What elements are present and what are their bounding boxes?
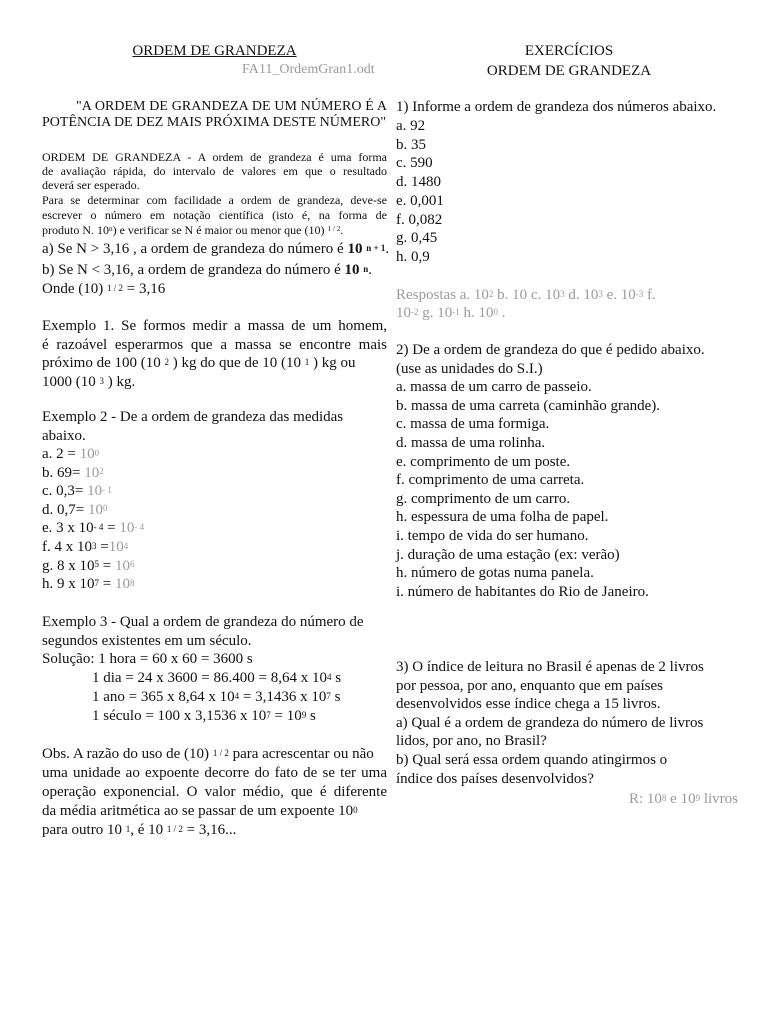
answer-text: d. 10 bbox=[564, 287, 599, 303]
item-question: d. 0,7= bbox=[42, 501, 88, 518]
item-answer-exponent: - 1 bbox=[102, 484, 112, 495]
item-equals: = bbox=[99, 557, 115, 574]
definition-line: produto N. 10$^n$) e verificar se N é maior ou menor que (10) $^{1 / 2}$. bbox=[42, 223, 344, 237]
question-3-line: desenvolvidos esse índice chega a 15 livros. bbox=[396, 696, 661, 713]
quote-line-2: POTÊNCIA DE DEZ MAIS PRÓXIMA DESTE NÚMERO" bbox=[42, 115, 387, 130]
filename-watermark: FA11_OrdemGran1.odt bbox=[242, 62, 375, 77]
answers-line-1 bbox=[396, 286, 656, 305]
item-question: h. 9 x 10 bbox=[42, 576, 95, 593]
question-1-item: e. 0,001 bbox=[396, 192, 444, 209]
example-2-item bbox=[42, 519, 144, 538]
question-3-answer: R: $10^8$ e $10^9$ livros bbox=[628, 791, 738, 807]
definition-line: deverá ser esperado. bbox=[42, 178, 140, 192]
exercises-subtitle: ORDEM DE GRANDEZA bbox=[486, 63, 652, 79]
definition-line: de avaliação rápida, do intervalo de valores em que o resultado bbox=[42, 164, 387, 178]
item-answer-exponent: - 4 bbox=[134, 522, 145, 533]
item-exponent: 5 bbox=[94, 559, 99, 570]
item-question: e. 3 x 10 bbox=[42, 520, 94, 537]
page-title: ORDEM DE GRANDEZA bbox=[132, 43, 297, 59]
item-question: a. 2 = bbox=[42, 446, 80, 462]
item-answer-exponent: 6 bbox=[129, 559, 135, 570]
solution-line: 1 ano = 365 x 8,64 x $10^4 = 3,1436$ x $10^7$ s bbox=[92, 689, 341, 705]
answer-exponent: 0 bbox=[493, 306, 498, 317]
question-2-header: 2) De a ordem de grandeza do que é pedido abaixo. bbox=[396, 342, 705, 358]
item-answer: 10 bbox=[87, 483, 103, 500]
question-2-item: f. comprimento de uma carreta. bbox=[396, 472, 585, 489]
exercises-title: EXERCÍCIOS bbox=[524, 43, 614, 59]
item-question: f. 4 x 10 bbox=[42, 539, 92, 555]
item-answer-exponent: 0 bbox=[94, 447, 100, 458]
answer-text: . bbox=[498, 305, 506, 321]
example-2-item bbox=[42, 445, 99, 464]
example-3-subtitle: segundos existentes em um século. bbox=[42, 633, 252, 649]
question-1-item: a. 92 bbox=[396, 118, 426, 134]
obs-line: operação exponencial. O valor médio, que é diferente bbox=[42, 784, 387, 800]
item-answer: 10 bbox=[119, 520, 135, 537]
item-question: b. 69= bbox=[42, 464, 85, 481]
item-exponent: 3 bbox=[92, 540, 97, 551]
example-2-item bbox=[42, 501, 107, 520]
example-1-line: Exemplo 1. Se formos medir a massa de um homem, bbox=[42, 318, 387, 334]
question-3-line: por pessoa, por ano, enquanto que em países bbox=[396, 677, 664, 694]
question-2-item: h. espessura de uma folha de papel. bbox=[396, 509, 609, 526]
obs-line: Obs. A razão do uso de (10) $^{1 / 2}$ para acrescentar ou não bbox=[42, 746, 374, 762]
item-answer: 10 bbox=[79, 446, 95, 462]
item-exponent: 7 bbox=[94, 577, 99, 588]
example-1-line: 1000 (10 $^3$ ) kg. bbox=[42, 374, 136, 390]
quote-line-1: "A ORDEM DE GRANDEZA DE UM NÚMERO É A bbox=[76, 99, 387, 114]
rule-b: b) Se N < 3,16, a ordem de grandeza do número é 10 $^n$. bbox=[42, 262, 373, 278]
item-answer-exponent: 0 bbox=[102, 503, 108, 514]
answer-exponent: 2 bbox=[488, 288, 494, 299]
example-2-item bbox=[42, 557, 134, 576]
onde-line: Onde (10) $^{1 / 2}$ = 3,16 bbox=[42, 281, 166, 297]
item-equals: = bbox=[96, 539, 109, 555]
answer-exponent: 3 bbox=[598, 288, 603, 299]
answer-exponent: -3 bbox=[635, 288, 644, 299]
question-2-item: c. massa de uma formiga. bbox=[396, 416, 550, 433]
item-answer: 10 bbox=[108, 539, 124, 555]
item-exponent: - 4 bbox=[93, 522, 104, 533]
item-equals: = bbox=[99, 576, 115, 593]
question-1-item: d. 1480 bbox=[396, 174, 441, 191]
answer-exponent: -2 bbox=[411, 306, 419, 317]
item-answer: 10 bbox=[87, 501, 103, 518]
example-2-subtitle: abaixo. bbox=[42, 428, 86, 444]
question-2-header: (use as unidades do S.I.) bbox=[396, 360, 543, 377]
question-2-item: e. comprimento de um poste. bbox=[396, 453, 571, 470]
question-1-item: f. 0,082 bbox=[396, 211, 443, 228]
question-3-line: a) Qual é a ordem de grandeza do número de livros bbox=[396, 714, 704, 731]
obs-line: da média aritmética ao se passar de um expoente $10^0$ bbox=[42, 803, 358, 819]
question-3-line: índice dos países desenvolvidos? bbox=[396, 770, 594, 787]
answer-text: e. 10 bbox=[602, 287, 636, 303]
example-2-item bbox=[42, 482, 112, 501]
answer-text: 10 bbox=[396, 305, 411, 321]
question-3-line: lidos, por ano, no Brasil? bbox=[396, 733, 547, 750]
question-2-item: a. massa de um carro de passeio. bbox=[396, 379, 592, 396]
question-2-item: h. número de gotas numa panela. bbox=[396, 565, 594, 582]
example-1-line: próximo de 100 (10 $^2$ ) kg do que de 10 (10 $^1$ ) kg ou bbox=[42, 355, 356, 371]
answer-text: Respostas a. 10 bbox=[396, 287, 489, 303]
definition-line: ORDEM DE GRANDEZA - A ordem de grandeza é uma forma bbox=[42, 150, 387, 164]
definition-line: Para se determinar com facilidade a ordem de grandeza, deve-se bbox=[42, 193, 387, 207]
question-2-item: j. duração de uma estação (ex: verão) bbox=[396, 546, 620, 563]
item-answer-exponent: 8 bbox=[129, 577, 135, 588]
answer-text: b. 10 c. 10 bbox=[493, 287, 561, 303]
answer-text: h. 10 bbox=[459, 305, 494, 321]
item-answer-exponent: 4 bbox=[123, 540, 129, 551]
answers-line-2 bbox=[396, 304, 506, 323]
question-2-item: d. massa de uma rolinha. bbox=[396, 435, 546, 451]
item-answer: 10 bbox=[84, 464, 100, 481]
example-1-line: é razoável esperarmos que a massa se encontre mais bbox=[42, 337, 387, 353]
item-answer-exponent: 2 bbox=[99, 466, 104, 477]
obs-line: para outro 10 $^1$, é 10 $^{1 / 2}$ = 3,16... bbox=[42, 822, 237, 838]
example-2-item bbox=[42, 538, 128, 557]
example-2-item bbox=[42, 575, 134, 594]
question-2-item: i. número de habitantes do Rio de Janeiro. bbox=[396, 583, 649, 600]
answer-exponent: 3 bbox=[560, 288, 565, 299]
solution-line: 1 dia = 24 x 3600 = 86.400 = 8,64 x $10^4$ s bbox=[92, 670, 342, 686]
question-2-item: b. massa de uma carreta (caminhão grande). bbox=[396, 397, 661, 414]
answer-exponent: -1 bbox=[452, 306, 460, 317]
item-equals: = bbox=[103, 520, 120, 537]
definition-line: escrever o número em notação científica (isto é, na forma de bbox=[42, 208, 387, 222]
question-1: 1) Informe a ordem de grandeza dos números abaixo. bbox=[396, 99, 717, 115]
question-3-line: 3) O índice de leitura no Brasil é apenas de 2 livros bbox=[396, 659, 704, 675]
answer-text: f. bbox=[643, 287, 656, 303]
example-2-item bbox=[42, 464, 104, 483]
rule-a: a) Se N > 3,16 , a ordem de grandeza do número é 10 $^{n + 1}$. bbox=[42, 241, 390, 257]
question-2-item: g. comprimento de um carro. bbox=[396, 490, 571, 507]
item-answer: 10 bbox=[114, 557, 130, 574]
question-2-item: i. tempo de vida do ser humano. bbox=[396, 528, 589, 544]
item-answer: 10 bbox=[114, 576, 130, 593]
obs-line: uma unidade ao expoente decorre do fato de se ter uma bbox=[42, 765, 387, 781]
question-1-item: h. 0,9 bbox=[396, 248, 430, 265]
example-2-title: Exemplo 2 - De a ordem de grandeza das medidas bbox=[42, 409, 344, 425]
question-1-item: c. 590 bbox=[396, 155, 433, 172]
item-question: c. 0,3= bbox=[42, 483, 88, 500]
item-question: g. 8 x 10 bbox=[42, 557, 95, 574]
question-1-item: b. 35 bbox=[396, 136, 426, 153]
question-3-line: b) Qual será essa ordem quando atingirmos o bbox=[396, 752, 668, 768]
example-3-title: Exemplo 3 - Qual a ordem de grandeza do número de bbox=[42, 614, 364, 630]
question-1-item: g. 0,45 bbox=[396, 230, 438, 247]
solution-line: Solução: 1 hora = 60 x 60 = 3600 s bbox=[42, 651, 253, 667]
solution-line: 1 século = 100 x 3,1536 x $10^7 = 10^9$ s bbox=[92, 708, 316, 724]
answer-text: g. 10 bbox=[418, 305, 453, 321]
